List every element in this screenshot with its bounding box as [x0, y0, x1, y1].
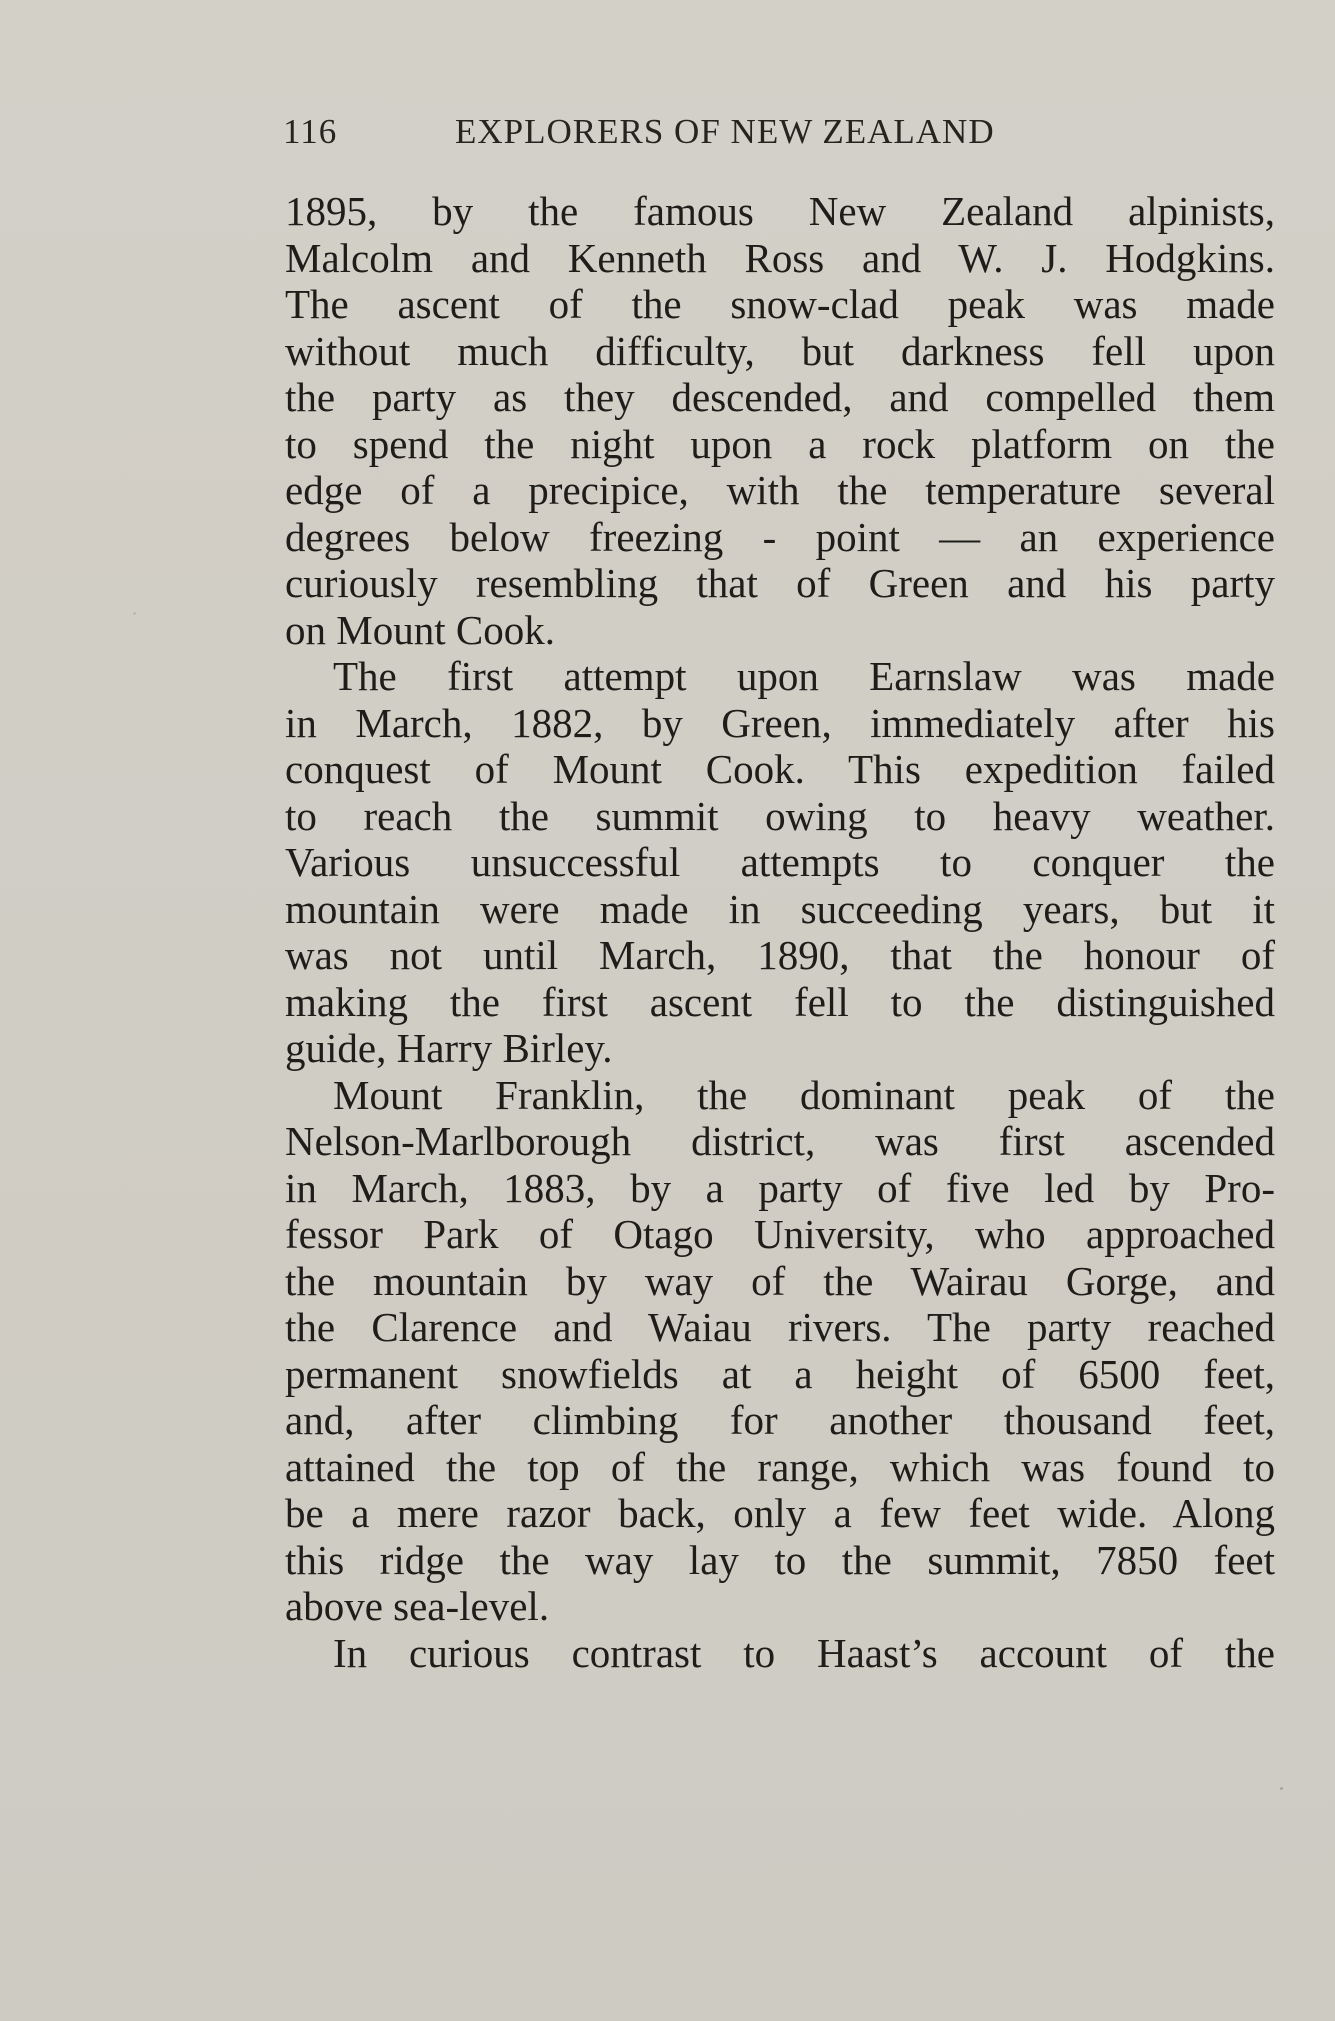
text-line: and, after climbing for another thousand feet, [285, 1397, 1275, 1443]
text-line: the party as they descended, and compelled them [285, 374, 1275, 420]
text-line: mountain were made in succeeding years, but it [285, 885, 1275, 932]
page-number: 116 [283, 112, 338, 151]
text-line: this ridge the way lay to the summit, 7850 feet [285, 1536, 1275, 1583]
text-line: the mountain by way of the Wairau Gorge, and [285, 1257, 1275, 1304]
text-line: in March, 1883, by a party of five led by Pro- [285, 1164, 1275, 1211]
body-text [285, 188, 1275, 1676]
text-line: without much difficulty, but darkness fell upon [285, 327, 1275, 374]
paragraph-start-line: In curious contrast to Haast’s account of the [333, 1629, 1275, 1676]
text-line: above sea-level. [285, 1583, 550, 1629]
text-line: attained the top of the range, which was found to [285, 1443, 1275, 1490]
text-line: on Mount Cook. [285, 606, 555, 653]
text-line: be a mere razor back, only a few feet wide. Along [285, 1490, 1275, 1536]
text-line: the Clarence and Waiau rivers. The party reached [285, 1304, 1275, 1350]
text-line: guide, Harry Birley. [285, 1025, 613, 1071]
page-header [283, 112, 1283, 156]
text-line: 1895, by the famous New Zealand alpinists, [285, 188, 1275, 234]
text-line: Various unsuccessful attempts to conquer the [285, 839, 1275, 885]
text-line: Malcolm and Kenneth Ross and W. J. Hodgkins. [285, 234, 1275, 281]
paper-speck [1280, 1787, 1283, 1790]
paper-speck [133, 612, 136, 615]
text-line: conquest of Mount Cook. This expedition failed [285, 746, 1275, 792]
text-line: Nelson-Marlborough district, was first ascended [285, 1118, 1275, 1164]
text-line: making the first ascent fell to the distinguished [285, 978, 1275, 1025]
text-line: curiously resembling that of Green and his party [285, 560, 1275, 606]
text-line: degrees below freezing - point — an experience [285, 513, 1275, 560]
paragraph-start-line: Mount Franklin, the dominant peak of the [333, 1071, 1275, 1118]
text-line: to spend the night upon a rock platform on the [285, 420, 1275, 467]
text-line: was not until March, 1890, that the honour of [285, 932, 1275, 978]
text-line: to reach the summit owing to heavy weather. [285, 792, 1275, 839]
text-line: fessor Park of Otago University, who approached [285, 1211, 1275, 1257]
paragraph-start-line: The first attempt upon Earnslaw was made [333, 653, 1275, 699]
text-line: edge of a precipice, with the temperature several [285, 467, 1275, 513]
running-title: EXPLORERS OF NEW ZEALAND [455, 112, 995, 151]
text-line: The ascent of the snow-clad peak was made [285, 281, 1275, 327]
text-line: permanent snowfields at a height of 6500 feet, [285, 1350, 1275, 1397]
text-line: in March, 1882, by Green, immediately after his [285, 699, 1275, 746]
